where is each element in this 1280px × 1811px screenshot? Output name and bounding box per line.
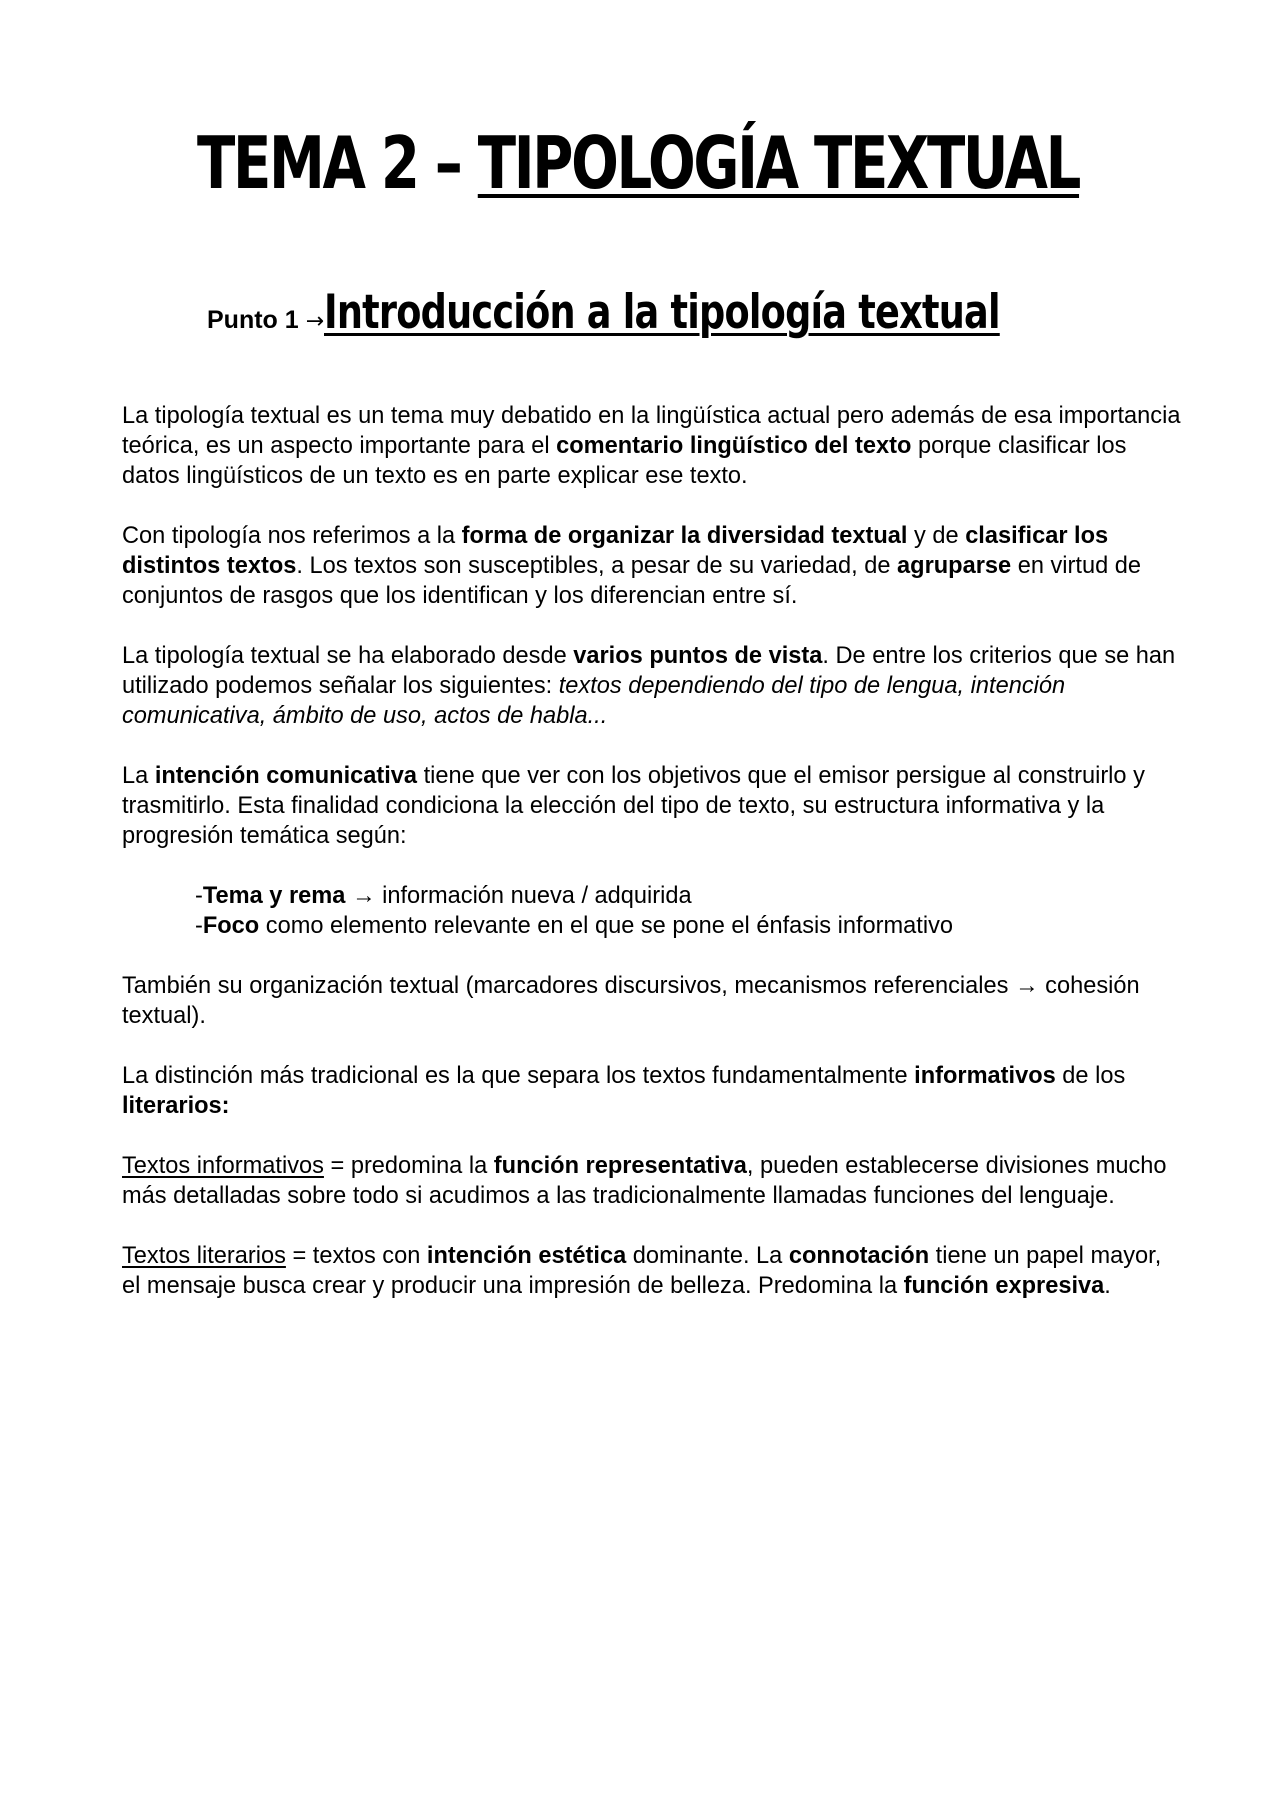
section-heading: [207, 285, 1190, 340]
underlined-term: Textos informativos: [122, 1153, 324, 1179]
text-run: de los: [1055, 1063, 1126, 1089]
list-item: [195, 911, 1182, 941]
list-dash: -: [195, 913, 203, 939]
arrow-icon: →: [305, 309, 325, 334]
list-item: [195, 881, 1182, 911]
bold-run: literarios:: [122, 1093, 230, 1119]
bold-run: forma de organizar la diversidad textual: [461, 523, 908, 549]
bold-run: agruparse: [897, 553, 1012, 579]
text-run: dominante. La: [626, 1243, 789, 1269]
title-prefix: TEMA 2 –: [196, 121, 478, 205]
bold-run: Foco: [202, 913, 260, 939]
bold-run: función expresiva: [903, 1273, 1105, 1299]
bold-run: informativos: [914, 1063, 1056, 1089]
text-run: La distinción más tradicional es la que separa los textos fundamentalmente: [122, 1063, 915, 1089]
bold-run: Tema y rema: [202, 883, 346, 909]
title-underlined: TIPOLOGÍA TEXTUAL: [477, 121, 1080, 205]
bold-run: función representativa: [493, 1153, 747, 1179]
paragraph-5: [122, 971, 1182, 1031]
text-run: , pueden establecerse divisiones mucho más detalladas sobre todo si acudimos a las tradicionalmente llamadas funciones del lenguaje.: [122, 1153, 1167, 1209]
bold-run: connotación: [788, 1243, 930, 1269]
section-title: Introducción a la tipología textual: [324, 285, 1000, 340]
text-run: .: [1104, 1273, 1111, 1299]
paragraph-7: [122, 1151, 1182, 1211]
italic-run: textos dependiendo del tipo de lengua, intención comunicativa, ámbito de uso, actos de habla...: [122, 673, 1066, 729]
bold-run: varios puntos de vista: [573, 643, 823, 669]
page-title: [139, 118, 1137, 208]
bold-run: intención estética: [426, 1243, 627, 1269]
section-number: Punto 1: [207, 306, 306, 334]
paragraph-6: [122, 1061, 1182, 1121]
text-run: También su organización textual (marcadores discursivos, mecanismos referenciales → cohesión textual).: [122, 973, 1140, 1029]
text-run: La tipología textual es un tema muy debatido en la lingüística actual pero además de esa importancia teórica, es un aspecto importante para el: [122, 403, 1181, 459]
text-run: Con tipología nos referimos a la: [122, 523, 462, 549]
underlined-term: Textos literarios: [122, 1243, 286, 1269]
body-text: [122, 401, 1182, 1331]
bold-run: intención comunicativa: [154, 763, 418, 789]
bullet-list: [122, 881, 1182, 941]
text-run: y de: [907, 523, 966, 549]
paragraph-3: [122, 641, 1182, 731]
paragraph-2: [122, 521, 1182, 611]
text-run: = textos con: [285, 1243, 427, 1269]
bold-run: comentario lingüístico del texto: [556, 433, 912, 459]
text-run: → información nueva / adquirida: [345, 883, 692, 909]
paragraph-1: [122, 401, 1182, 491]
list-dash: -: [195, 883, 203, 909]
text-run: La: [122, 763, 155, 789]
text-run: en virtud de conjuntos de rasgos que los identifican y los diferencian entre sí.: [122, 553, 1141, 609]
text-run: = predomina la: [323, 1153, 494, 1179]
text-run: . Los textos son susceptibles, a pesar de su variedad, de: [296, 553, 898, 579]
text-run: La tipología textual se ha elaborado desde: [122, 643, 574, 669]
text-run: . De entre los criterios que se han utilizado podemos señalar los siguientes:: [122, 643, 1176, 699]
text-run: tiene que ver con los objetivos que el emisor persigue al construirlo y trasmitirlo. Esta finalidad condiciona la elección del tipo de texto, su estructura informativa y la progresión temática según:: [122, 763, 1145, 849]
bold-run: clasificar los distintos textos: [122, 523, 1109, 579]
paragraph-4: [122, 761, 1182, 851]
text-run: como elemento relevante en el que se pone el énfasis informativo: [259, 913, 954, 939]
text-run: porque clasificar los datos lingüísticos de un texto es en parte explicar ese texto.: [122, 433, 1127, 489]
text-run: tiene un papel mayor, el mensaje busca crear y producir una impresión de belleza. Predomina la: [122, 1243, 1162, 1299]
paragraph-8: [122, 1241, 1182, 1301]
